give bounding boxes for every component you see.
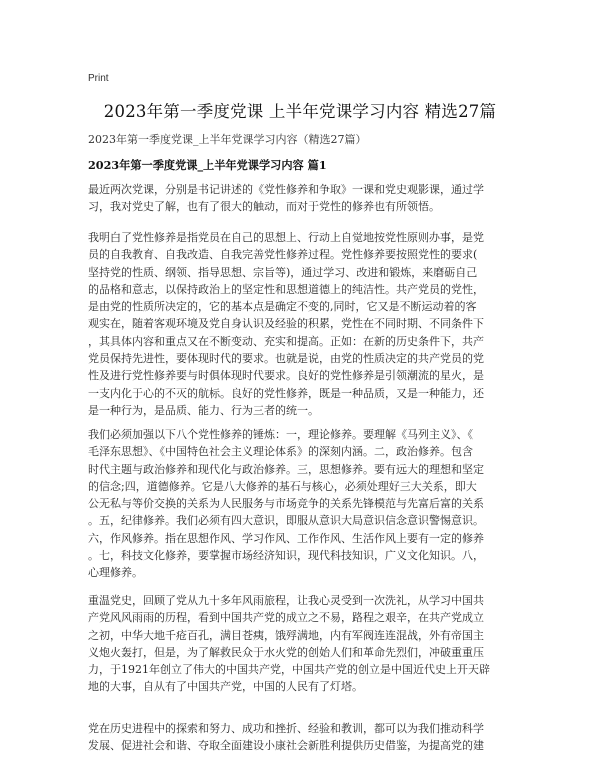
paragraph-line: 地的大事，自从有了中国共产党，中国的人民有了灯塔。: [88, 680, 363, 694]
paragraph-line: 最近两次党课，分别是书记讲述的《党性修养和争取》一课和党史观影课，通过学: [88, 183, 484, 196]
paragraph-line: 观实在，随着客观环境及党自身认识及经验的积累，党性在不同时期、不同条件下: [88, 317, 484, 331]
paragraph-line: 是一种行为，是品质、能力、行为三者的统一。: [88, 403, 319, 417]
paragraph-line: 是由党的性质所决定的，它的基本点是确定不变的,同时，它又是不断运动着的客: [88, 300, 477, 314]
paragraph-5: [88, 720, 512, 755]
paragraph-line: 产党风风雨雨的历程，看到中国共产党的成立之不易，路程之艰辛，在共产党成立: [88, 611, 484, 625]
paragraph-line: 党在历史进程中的探索和努力、成功和挫折、经验和教训，都可以为我们推动科学: [88, 722, 484, 735]
paragraph-line: 力，于1921年创立了伟大的中国共产党，中国共产党的创立是中国近代史上开天辟: [88, 663, 490, 677]
paragraph-line: 毛泽东思想》、《中国特色社会主义理论体系》的深刻内涵。二，政治修养。包含: [88, 445, 473, 459]
paragraph-line: 。五，纪律修养。我们必须有四大意识，即服从意识大局意识信念意识警惕意识。: [88, 514, 484, 528]
paragraph-line: 习，我对党史了解，也有了很大的触动，而对于党性的修养也有所领悟。: [88, 200, 440, 214]
paragraph-line: 性及进行党性修养要与时俱体现时代要求。良好的党性修养是引领潮流的星火，是: [88, 369, 484, 383]
paragraph-1: [88, 181, 512, 216]
paragraph-line: 一支内化于心的不灭的航标。良好的党性修养，既是一种品质，又是一种能力，还: [88, 386, 484, 400]
paragraph-line: 坚持党的性质、纲领、指导思想、宗旨等)，通过学习、改进和锻炼，来磨砺自己: [88, 265, 478, 279]
page-title: 2023年第一季度党课 上半年党课学习内容 精选27篇: [103, 102, 497, 121]
paragraph-line: 心理修养。: [88, 566, 143, 580]
paragraph-4: [88, 592, 512, 696]
paragraph-line: ，其具体内容和重点又在不断变动、充实和提高。正如：在新的历史条件下，共产: [88, 334, 484, 348]
paragraph-line: 的品格和意志，以保持政治上的坚定性和思想道德上的纯洁性。共产党员的党性，: [88, 282, 484, 296]
paragraph-line: 发展、促进社会和谐、夺取全面建设小康社会新胜利提供历史借鉴，为提高党的建: [88, 739, 484, 753]
document-subtitle: 2023年第一季度党课_上半年党课学习内容（精选27篇）: [88, 133, 367, 146]
paragraph-line: 党员保持先进性，要体现时代的要求。也就是说，由党的性质决定的共产党员的党: [88, 352, 484, 366]
paragraph-3: [88, 426, 512, 582]
section-heading: 2023年第一季度党课_上半年党课学习内容 篇1: [88, 158, 327, 172]
paragraph-line: 之初，中华大地千疮百孔，满目苍痍，饿殍满地，内有军阀连连混战，外有帝国主: [88, 628, 484, 642]
paragraph-line: 六，作风修养。指在思想作风、学习作风、工作作风、生活作风上要有一定的修养: [88, 531, 484, 545]
paragraph-line: 义炮火轰打，但是，为了解救民众于水火党的创始人们和革命先烈们，冲破重重压: [88, 645, 484, 659]
paragraph-line: 。七，科技文化修养，要掌握市场经济知识，现代科技知识，广义文化知识。八，: [88, 549, 484, 563]
paragraph-2: [88, 229, 512, 419]
paragraph-line: 公无私与等价交换的关系为人民服务与市场竞争的关系先锋模范与先富后富的关系: [88, 497, 484, 511]
paragraph-line: 的信念;四，道德修养。它是八大修养的基石与核心，必须处理好三大关系，即大: [88, 479, 477, 493]
paragraph-line: 我们必须加强以下八个党性修养的锤炼：一，理论修养。要理解《马列主义》、《: [88, 428, 473, 441]
paragraph-line: 我明白了党性修养是指党员在自己的思想上、行动上自觉地按党性原则办事，是党: [88, 231, 484, 244]
paragraph-line: 重温党史，回顾了党从九十多年风雨旅程，让我心灵受到一次洗礼，从学习中国共: [88, 594, 484, 607]
paragraph-line: 员的自我教育、自我改造、自我完善党性修养过程。党性修养要按照党性的要求(: [88, 248, 478, 262]
paragraph-line: 时代主题与政治修养和现代化与政治修养。三，思想修养。要有远大的理想和坚定: [88, 462, 484, 476]
print-label[interactable]: Print: [88, 73, 109, 84]
